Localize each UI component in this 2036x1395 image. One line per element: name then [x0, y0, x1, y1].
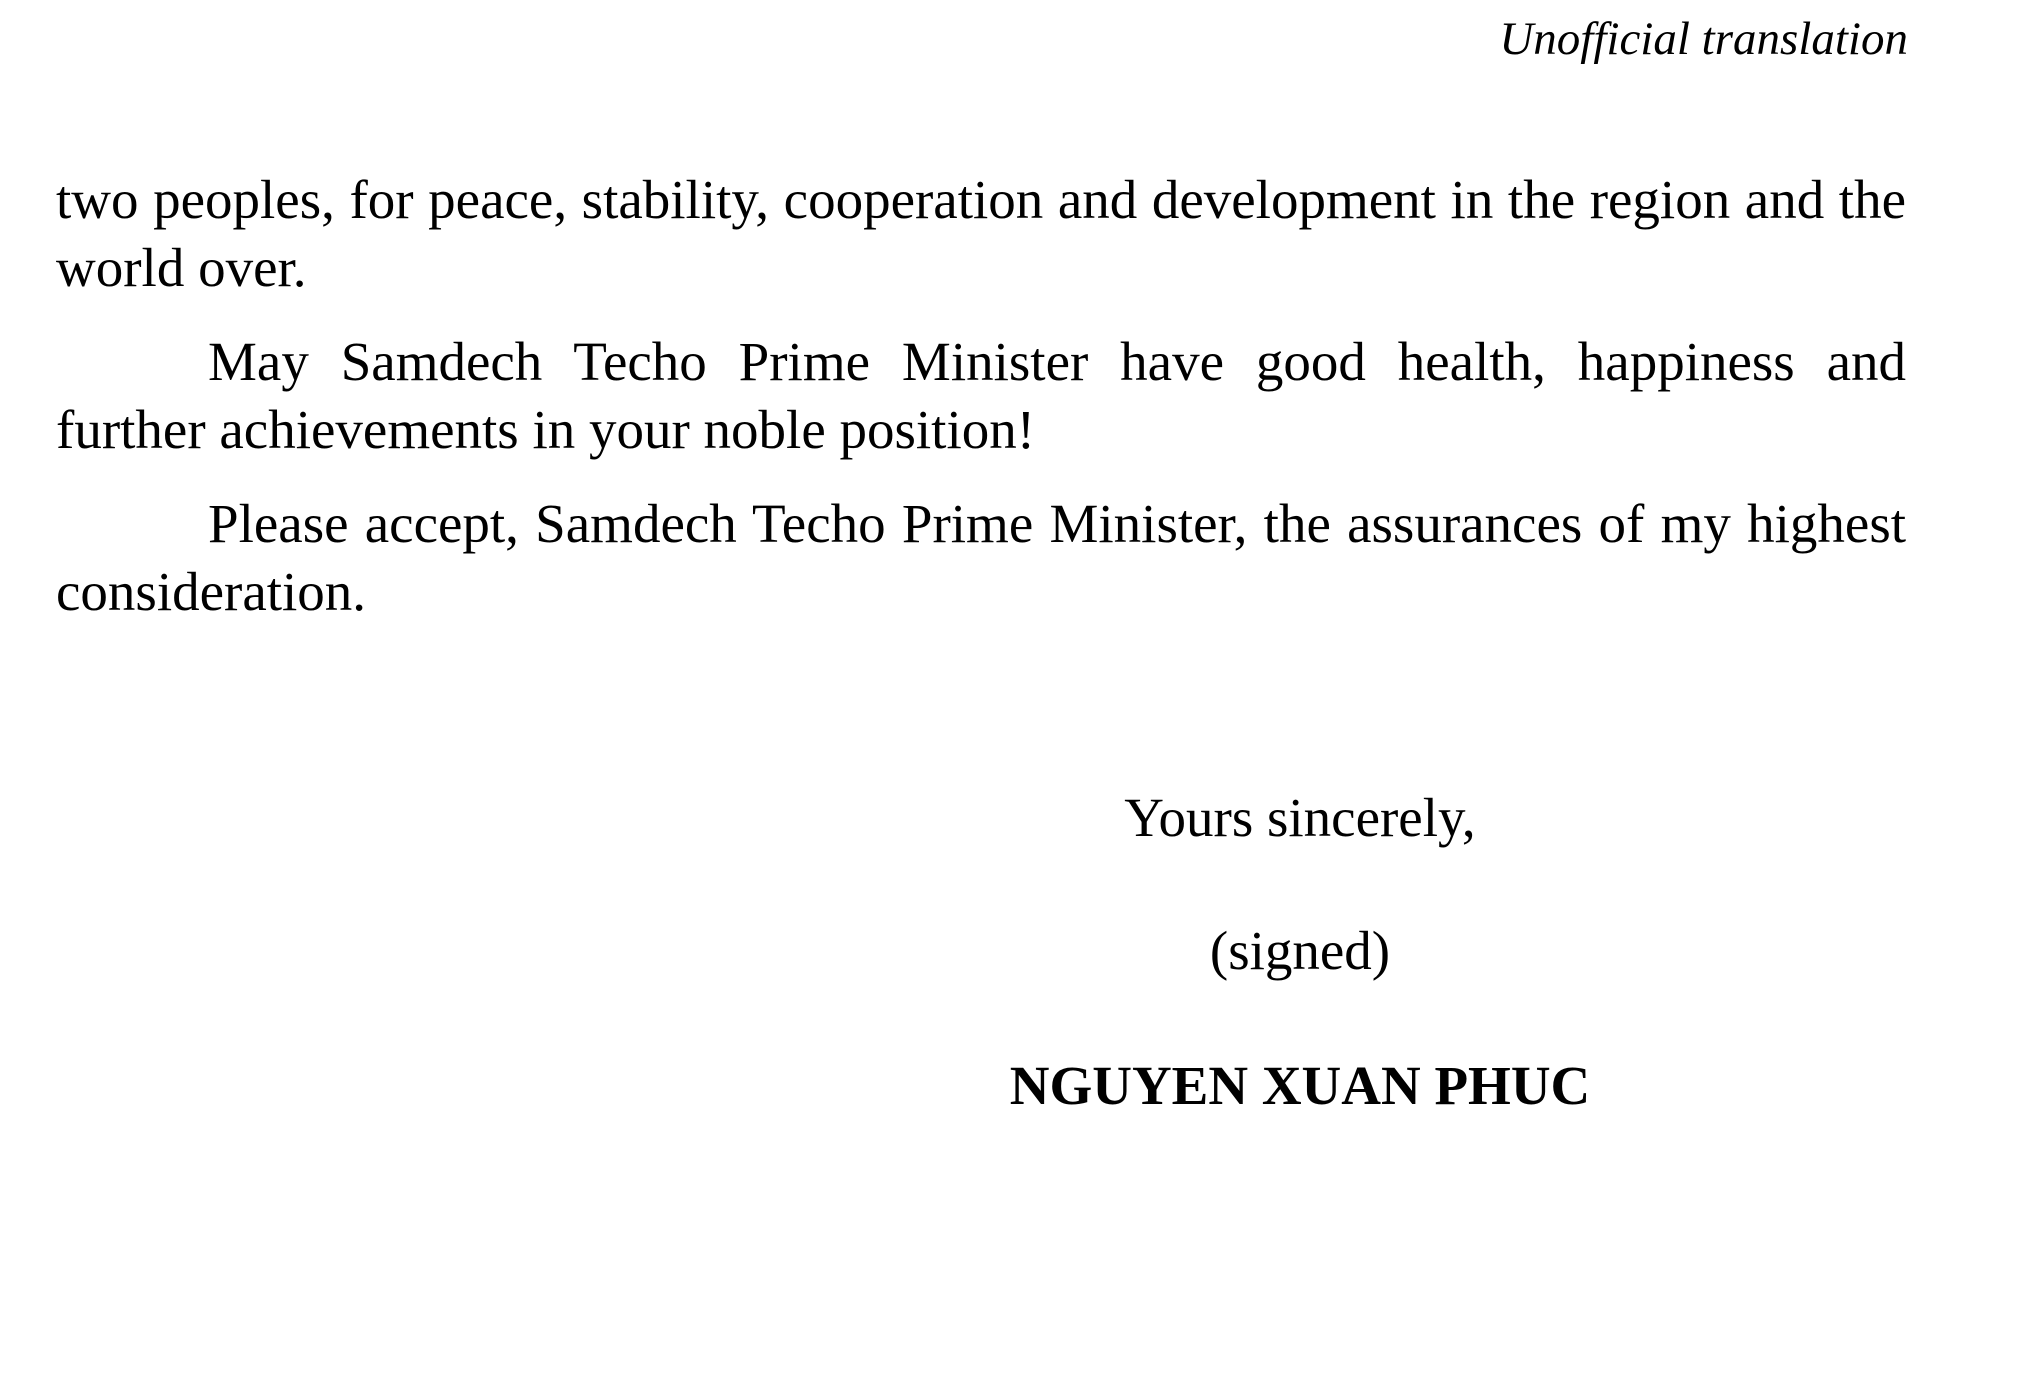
- letter-body: [56, 166, 1906, 652]
- signatory-name: NGUYEN XUAN PHUC: [1009, 1055, 1591, 1116]
- paragraph-continuation: two peoples, for peace, stability, cooperation and development in the region and the world over.: [56, 169, 1906, 298]
- closing-salutation: Yours sincerely,: [1124, 787, 1476, 848]
- paragraph-wishes: May Samdech Techo Prime Minister have good health, happiness and further achievements in your noble position!: [56, 331, 1906, 460]
- paragraph-assurances: Please accept, Samdech Techo Prime Minister, the assurances of my highest consideration.: [56, 493, 1906, 622]
- signed-note: (signed): [1209, 920, 1391, 981]
- unofficial-translation-note: Unofficial translation: [1499, 13, 1908, 65]
